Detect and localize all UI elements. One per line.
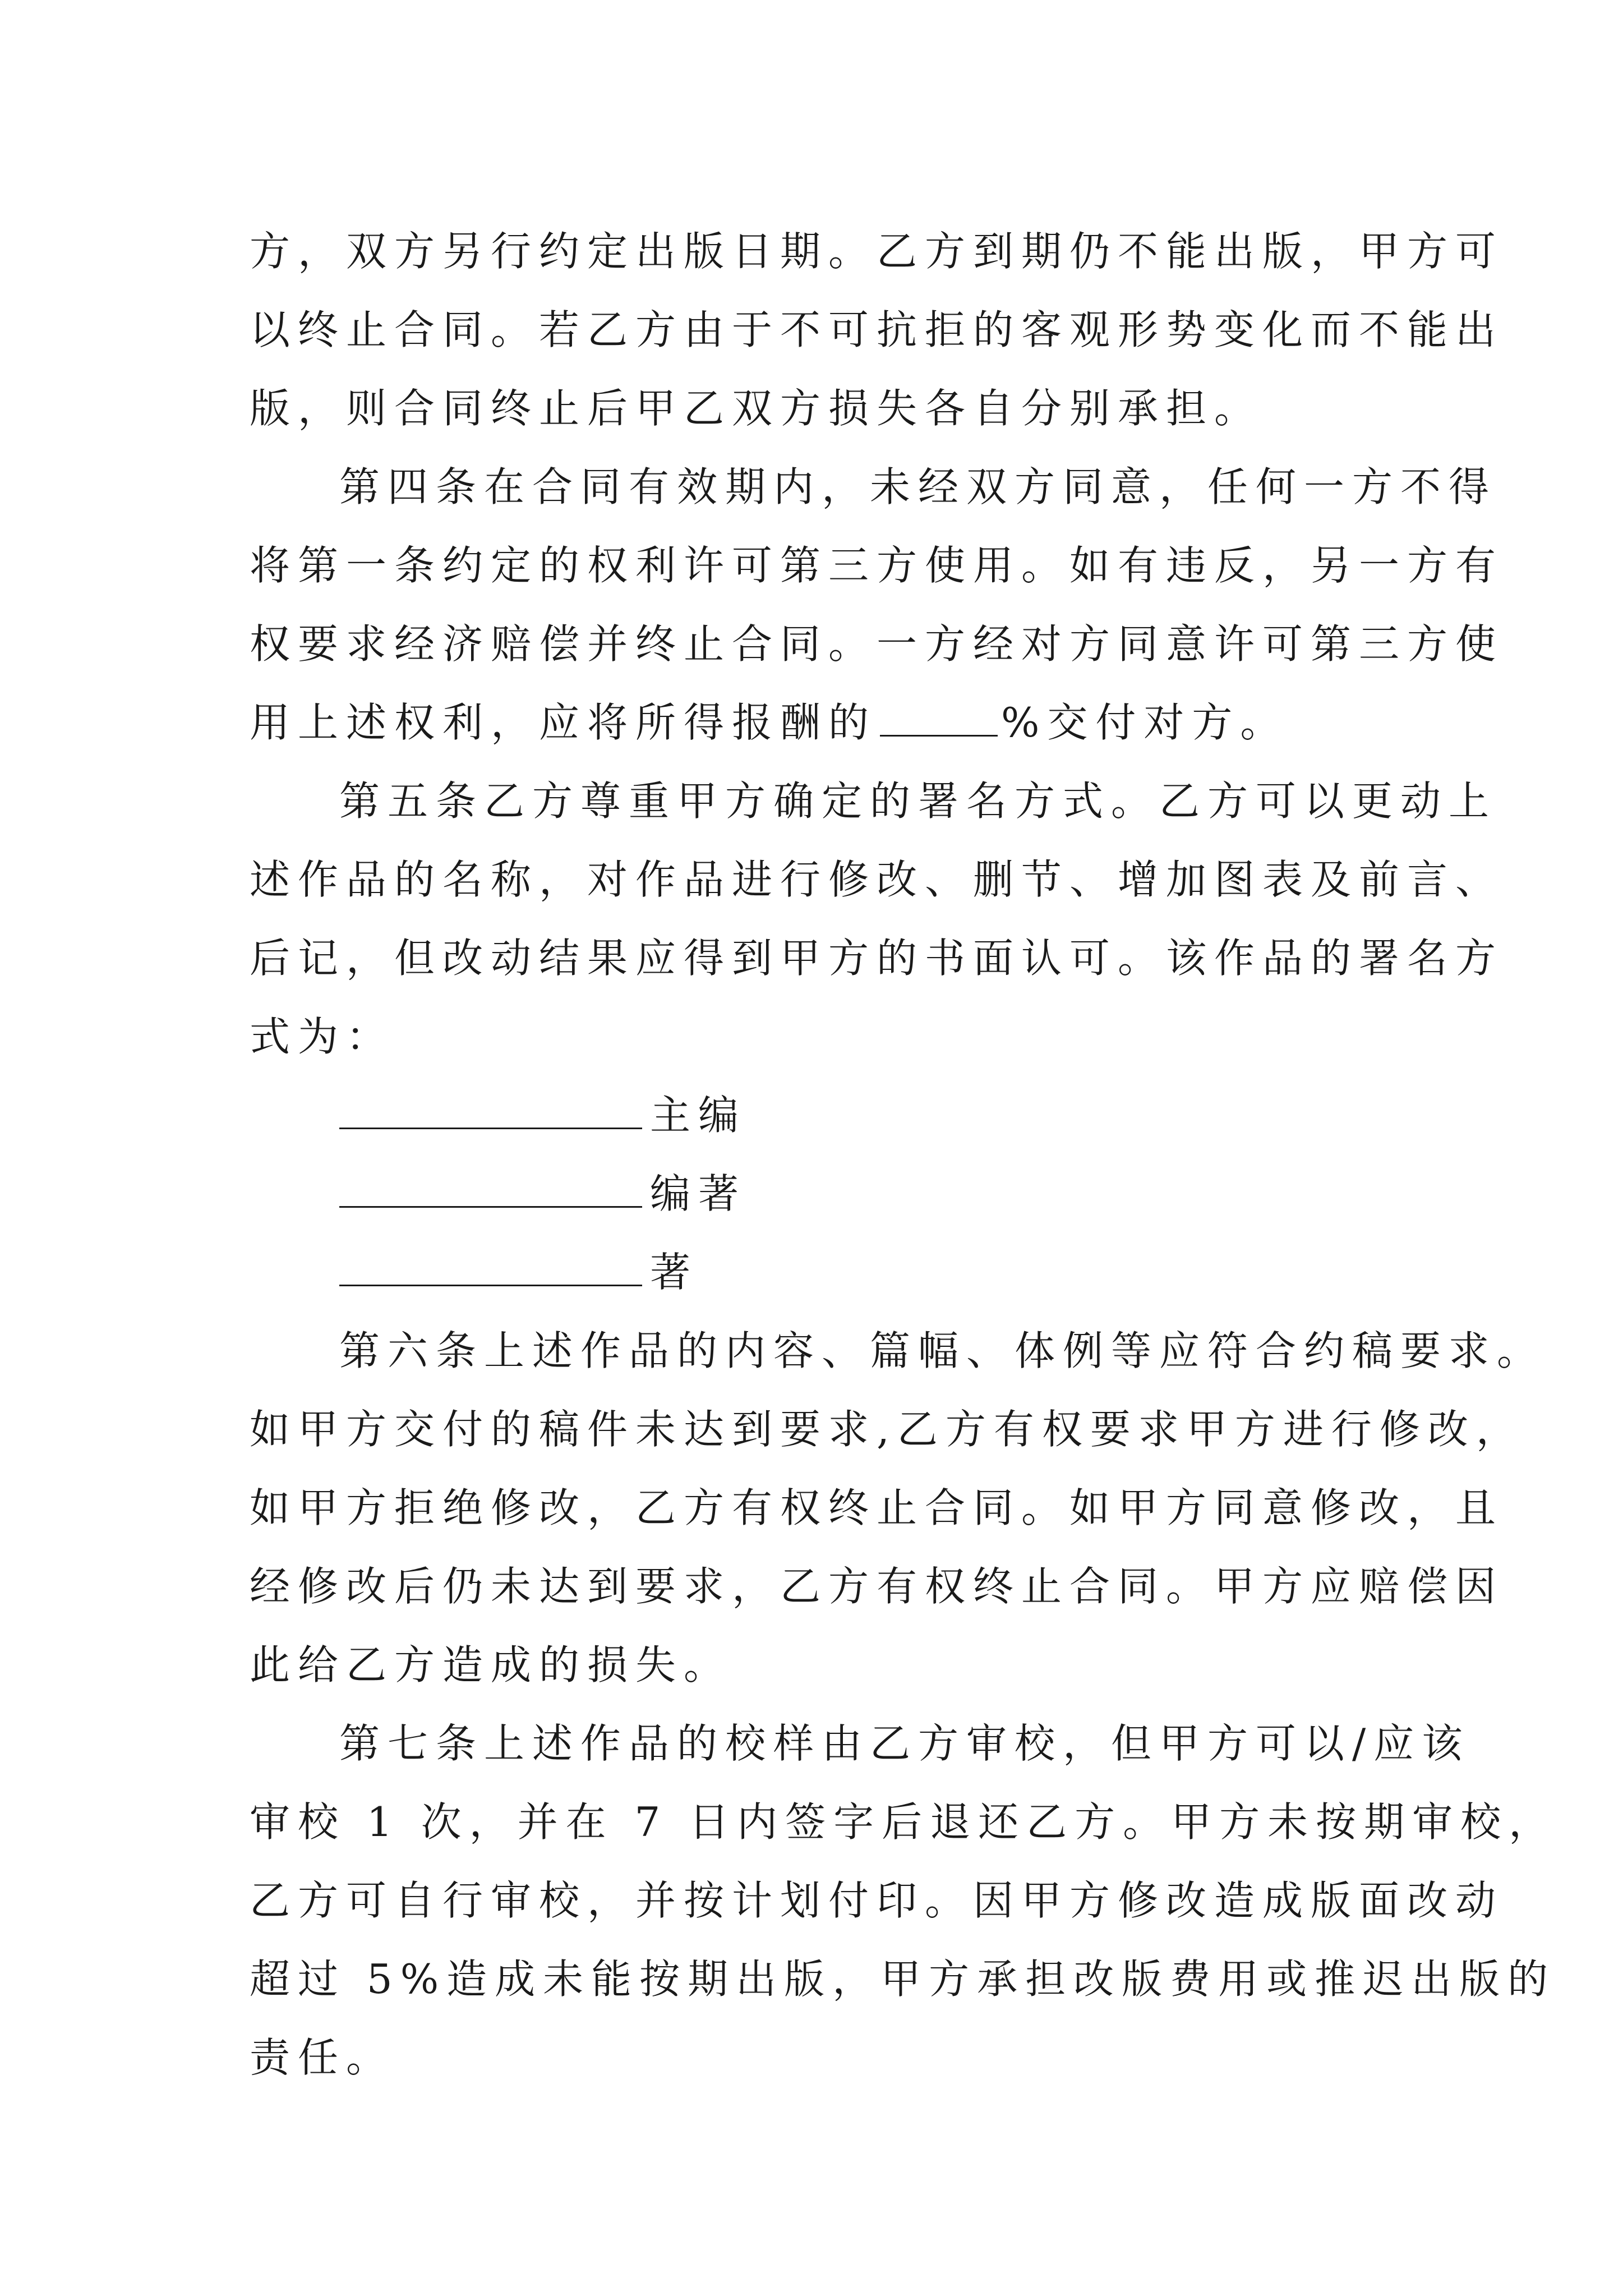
paragraph-article-4 — [250, 448, 1504, 762]
signature-role-label: 著 — [650, 1249, 699, 1296]
text-line: 乙方可自行审校，并按计划付印。因甲方修改造成版面改动 — [250, 1877, 1504, 1924]
text-line: 超过 5%造成未能按期出版，甲方承担改版费用或推迟出版的 — [250, 1955, 1556, 2003]
text-line: 版，则合同终止后甲乙双方损失各自分别承担。 — [250, 385, 1263, 432]
text-line: 第五条乙方尊重甲方确定的署名方式。乙方可以更动上 — [339, 777, 1497, 825]
text-line: 第七条上述作品的校样由乙方审校，但甲方可以/应该 — [339, 1720, 1470, 1767]
text-segment: %交付对方。 — [1001, 699, 1289, 746]
text-line: 权要求经济赔偿并终止合同。一方经对方同意许可第三方使 — [250, 620, 1504, 668]
signature-line-compiler — [250, 1154, 1382, 1233]
text-line-with-blank — [250, 683, 1382, 762]
document-body — [250, 212, 1557, 2097]
text-line: 式为： — [250, 1013, 395, 1060]
text-line: 经修改后仍未达到要求，乙方有权终止合同。甲方应赔偿因 — [250, 1563, 1504, 1610]
text-line: 后记，但改动结果应得到甲方的书面认可。该作品的署名方 — [250, 935, 1504, 982]
signature-role-label: 主编 — [650, 1092, 747, 1139]
fill-in-blank[interactable] — [880, 701, 998, 737]
text-line: 第四条在合同有效期内，未经双方同意，任何一方不得 — [339, 463, 1497, 510]
signature-roles — [250, 1076, 1382, 1312]
signature-line-editor — [250, 1076, 1382, 1154]
paragraph-article-6 — [250, 1312, 1546, 1704]
text-line: 如甲方交付的稿件未达到要求,乙方有权要求甲方进行修改， — [250, 1406, 1524, 1453]
text-line: 如甲方拒绝修改，乙方有权终止合同。如甲方同意修改，且 — [250, 1484, 1504, 1531]
fill-in-blank[interactable] — [339, 1094, 642, 1129]
text-line: 以终止合同。若乙方由于不可抗拒的客观形势变化而不能出 — [250, 306, 1504, 353]
text-line: 第六条上述作品的内容、篇幅、体例等应符合约稿要求。 — [339, 1327, 1546, 1374]
signature-role-label: 编著 — [650, 1170, 747, 1217]
text-line: 此给乙方造成的损失。 — [250, 1641, 732, 1688]
text-line: 方，双方另行约定出版日期。乙方到期仍不能出版，甲方可 — [250, 228, 1504, 275]
fill-in-blank[interactable] — [339, 1172, 642, 1208]
paragraph-article-7 — [250, 1704, 1557, 2097]
text-line: 责任。 — [250, 2034, 395, 2081]
text-segment: 用上述权利，应将所得报酬的 — [250, 699, 877, 746]
fill-in-blank[interactable] — [339, 1251, 642, 1286]
paragraph-continuation — [250, 212, 1504, 448]
text-line: 审校 1 次，并在 7 日内签字后退还乙方。甲方未按期审校， — [250, 1798, 1557, 1846]
text-line: 述作品的名称，对作品进行修改、删节、增加图表及前言、 — [250, 856, 1504, 903]
signature-line-author — [250, 1233, 1382, 1312]
text-line: 将第一条约定的权利许可第三方使用。如有违反，另一方有 — [250, 542, 1504, 589]
paragraph-article-5 — [250, 762, 1504, 1076]
